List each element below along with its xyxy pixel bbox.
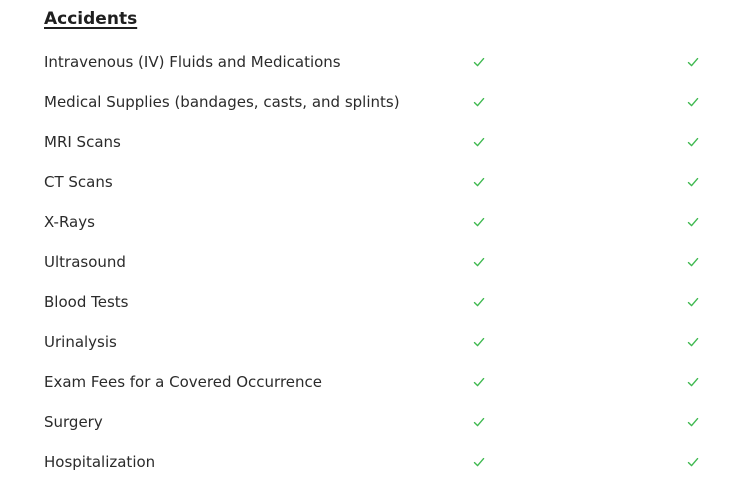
row-label: Urinalysis — [44, 333, 117, 351]
check-icon — [472, 55, 486, 69]
row-label: Surgery — [44, 413, 103, 431]
table-row — [44, 322, 748, 362]
table-row — [44, 282, 748, 322]
check-icon — [686, 175, 700, 189]
row-label: Intravenous (IV) Fluids and Medications — [44, 53, 341, 71]
check-icon — [686, 55, 700, 69]
check-icon — [472, 295, 486, 309]
check-icon — [686, 375, 700, 389]
check-icon — [686, 255, 700, 269]
check-icon — [686, 415, 700, 429]
row-label: Ultrasound — [44, 253, 126, 271]
check-icon — [472, 375, 486, 389]
check-icon — [686, 135, 700, 149]
row-label: CT Scans — [44, 173, 113, 191]
check-icon — [472, 215, 486, 229]
check-icon — [472, 175, 486, 189]
check-icon — [686, 95, 700, 109]
row-label: MRI Scans — [44, 133, 121, 151]
check-icon — [686, 335, 700, 349]
check-icon — [472, 415, 486, 429]
check-icon — [472, 455, 486, 469]
table-row — [44, 442, 748, 482]
table-row — [44, 42, 748, 82]
check-icon — [686, 215, 700, 229]
check-icon — [472, 255, 486, 269]
table-row — [44, 82, 748, 122]
row-label: Exam Fees for a Covered Occurrence — [44, 373, 322, 391]
check-icon — [686, 295, 700, 309]
table-row — [44, 202, 748, 242]
coverage-list — [44, 42, 748, 482]
table-row — [44, 122, 748, 162]
table-row — [44, 242, 748, 282]
table-row — [44, 402, 748, 442]
row-label: Hospitalization — [44, 453, 156, 471]
row-label: X-Rays — [44, 213, 95, 231]
check-icon — [472, 135, 486, 149]
table-row — [44, 162, 748, 202]
row-label: Medical Supplies (bandages, casts, and splints) — [44, 93, 400, 111]
check-icon — [472, 335, 486, 349]
check-icon — [472, 95, 486, 109]
section-title: Accidents — [44, 9, 138, 29]
row-label: Blood Tests — [44, 293, 129, 311]
check-icon — [686, 455, 700, 469]
table-row — [44, 362, 748, 402]
